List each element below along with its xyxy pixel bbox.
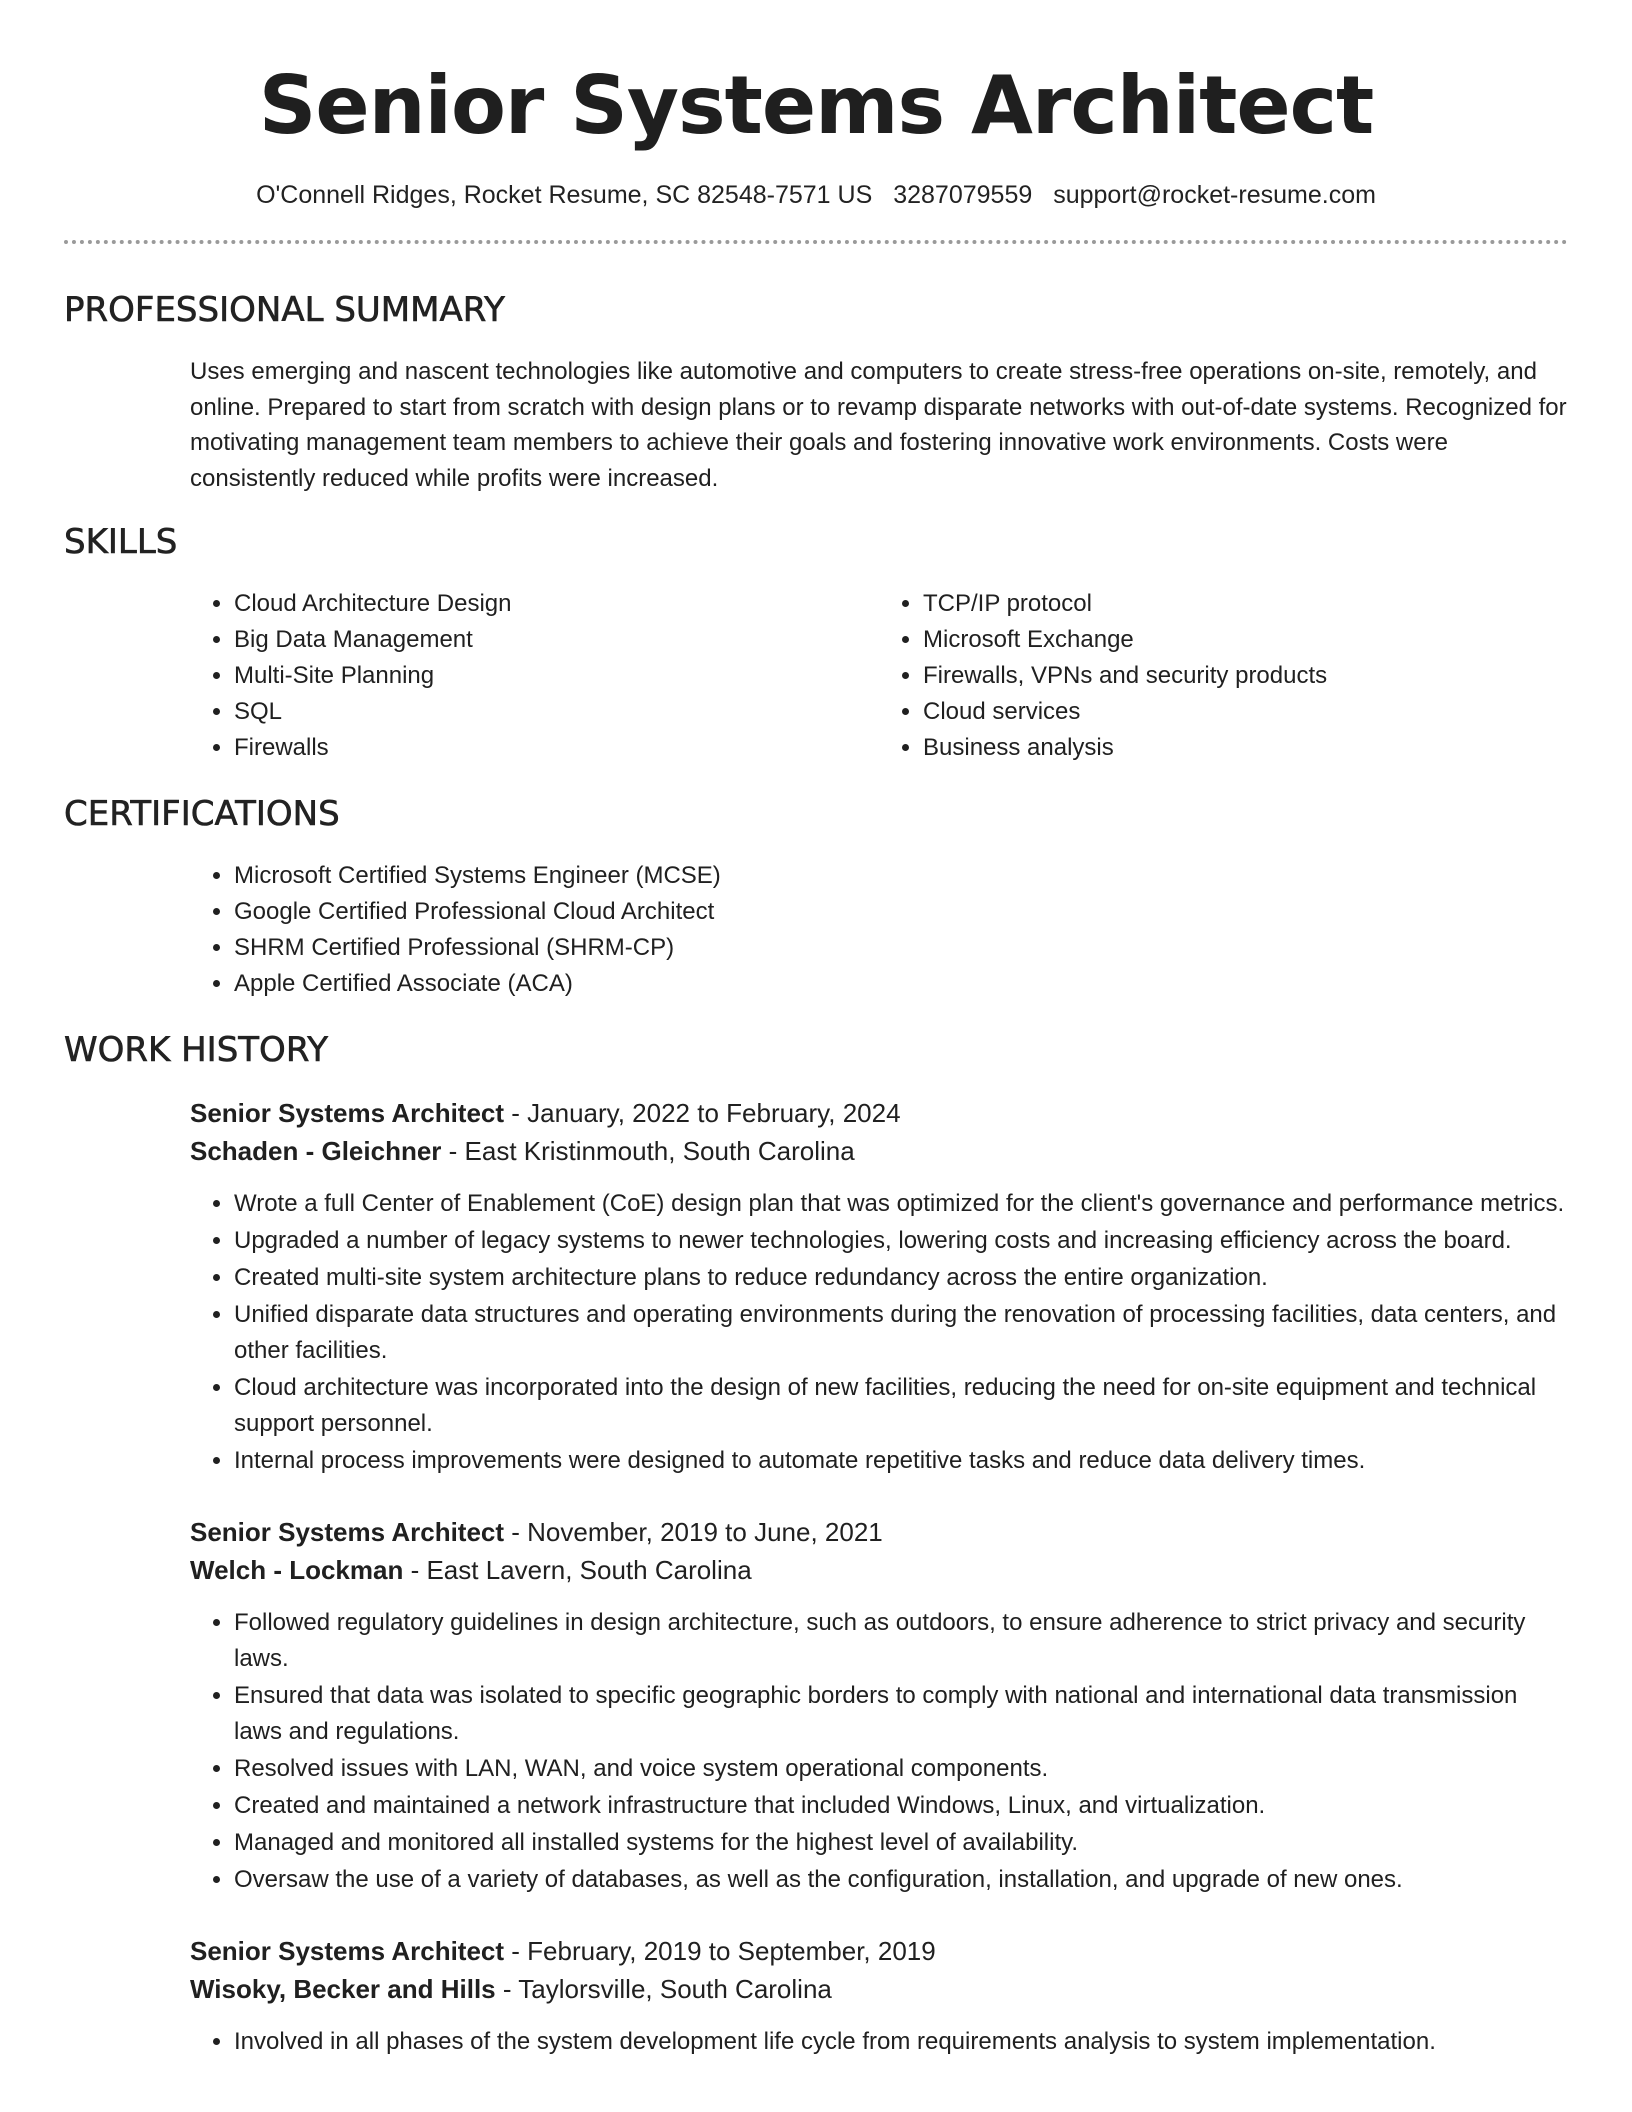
- certification-item: • Apple Certified Associate (ACA): [234, 966, 1568, 1002]
- section-title-summary: PROFESSIONAL SUMMARY: [64, 290, 505, 330]
- certification-item: • Google Certified Professional Cloud Architect: [234, 894, 1568, 930]
- job-location: - East Lavern, South Carolina: [403, 1555, 752, 1585]
- work-history-body: [190, 1094, 1568, 2060]
- contact-line: [64, 178, 1568, 212]
- job-location: - Taylorsville, South Carolina: [495, 1974, 832, 2004]
- certifications-section: [64, 792, 1568, 1002]
- job-title-line: [190, 1513, 1568, 1551]
- skill-item: • SQL: [234, 694, 879, 730]
- job-company-line: [190, 1551, 1568, 1589]
- skill-item: • Microsoft Exchange: [923, 622, 1568, 658]
- job-bullet: • Resolved issues with LAN, WAN, and voice system operational components.: [234, 1751, 1568, 1787]
- certifications-list: [190, 858, 1568, 1002]
- skills-section: [64, 520, 1568, 766]
- job-company-line: [190, 1132, 1568, 1170]
- skill-item: • Cloud Architecture Design: [234, 586, 879, 622]
- job-bullet: • Upgraded a number of legacy systems to newer technologies, lowering costs and increasing efficiency across the board.: [234, 1223, 1568, 1259]
- resume-page: [64, 0, 1568, 2061]
- job-role: Senior Systems Architect: [190, 1936, 505, 1966]
- job-bullets: [190, 1605, 1568, 1898]
- skill-item: • Cloud services: [923, 694, 1568, 730]
- contact-email: support@rocket-resume.com: [1053, 181, 1376, 209]
- job-bullet: • Internal process improvements were designed to automate repetitive tasks and reduce data delivery times.: [234, 1443, 1568, 1479]
- job-dates: - November, 2019 to June, 2021: [504, 1517, 883, 1547]
- skills-list-right: [879, 586, 1568, 766]
- job-role: Senior Systems Architect: [190, 1098, 505, 1128]
- job-company-line: [190, 1970, 1568, 2008]
- summary-section: [64, 288, 1568, 496]
- skill-item: • Firewalls: [234, 730, 879, 766]
- section-title-certifications: CERTIFICATIONS: [64, 794, 340, 834]
- job-company: Welch - Lockman: [190, 1555, 404, 1585]
- page-title: Senior Systems Architect: [258, 59, 1374, 152]
- certifications-body: [190, 858, 1568, 1002]
- skill-item: • TCP/IP protocol: [923, 586, 1568, 622]
- job-role: Senior Systems Architect: [190, 1517, 505, 1547]
- job-title-line: [190, 1094, 1568, 1132]
- skills-list-left: [190, 586, 879, 766]
- section-title-work-history: WORK HISTORY: [64, 1030, 329, 1070]
- job-dates: - January, 2022 to February, 2024: [504, 1098, 901, 1128]
- skill-item: • Big Data Management: [234, 622, 879, 658]
- job-bullets: [190, 1186, 1568, 1479]
- job-bullet: • Managed and monitored all installed systems for the highest level of availability.: [234, 1825, 1568, 1861]
- job-location: - East Kristinmouth, South Carolina: [441, 1136, 855, 1166]
- skills-columns: [190, 586, 1568, 766]
- skill-item: • Business analysis: [923, 730, 1568, 766]
- job-bullet: • Involved in all phases of the system development life cycle from requirements analysis to system implementation.: [234, 2024, 1568, 2060]
- skill-item: • Multi-Site Planning: [234, 658, 879, 694]
- certification-item: • SHRM Certified Professional (SHRM-CP): [234, 930, 1568, 966]
- contact-address: O'Connell Ridges, Rocket Resume, SC 82548-7571 US: [256, 181, 873, 209]
- section-title-skills: SKILLS: [64, 522, 178, 562]
- job-bullet: • Cloud architecture was incorporated into the design of new facilities, reducing the need for on-site equipment and technical support personnel.: [234, 1370, 1568, 1442]
- job-title-line: [190, 1932, 1568, 1970]
- contact-phone: 3287079559: [893, 181, 1033, 209]
- skill-item: • Firewalls, VPNs and security products: [923, 658, 1568, 694]
- job-bullet: • Unified disparate data structures and operating environments during the renovation of processing facilities, data centers, and other facilities.: [234, 1297, 1568, 1369]
- job-bullet: • Created multi-site system architecture plans to reduce redundancy across the entire organization.: [234, 1260, 1568, 1296]
- header-divider: [64, 240, 1568, 244]
- summary-text: Uses emerging and nascent technologies like automotive and computers to create stress-free operations on-site, remotely, and online. Prepared to start from scratch with design plans or to revamp disparate networks with out-of-date systems. Recognized for motivating management team members to achieve their goals and fostering innovative work environments. Costs were consistently reduced while profits were increased.: [190, 358, 1567, 492]
- job-bullet: • Created and maintained a network infrastructure that included Windows, Linux, and virtualization.: [234, 1788, 1568, 1824]
- work-history-section: [64, 1028, 1568, 2060]
- job-bullet: • Oversaw the use of a variety of databases, as well as the configuration, installation, and upgrade of new ones.: [234, 1862, 1568, 1898]
- job-bullet: • Followed regulatory guidelines in design architecture, such as outdoors, to ensure adherence to strict privacy and security laws.: [234, 1605, 1568, 1677]
- job-entry: [190, 1094, 1568, 1479]
- job-company: Wisoky, Becker and Hills: [190, 1974, 496, 2004]
- job-bullet: • Wrote a full Center of Enablement (CoE) design plan that was optimized for the client's governance and performance metrics.: [234, 1186, 1568, 1222]
- job-entry: [190, 1932, 1568, 2060]
- job-entry: [190, 1513, 1568, 1898]
- job-dates: - February, 2019 to September, 2019: [504, 1936, 936, 1966]
- job-bullets: [190, 2024, 1568, 2060]
- job-bullet: • Ensured that data was isolated to specific geographic borders to comply with national and international data transmission laws and regulations.: [234, 1678, 1568, 1750]
- job-company: Schaden - Gleichner: [190, 1136, 442, 1166]
- certification-item: • Microsoft Certified Systems Engineer (MCSE): [234, 858, 1568, 894]
